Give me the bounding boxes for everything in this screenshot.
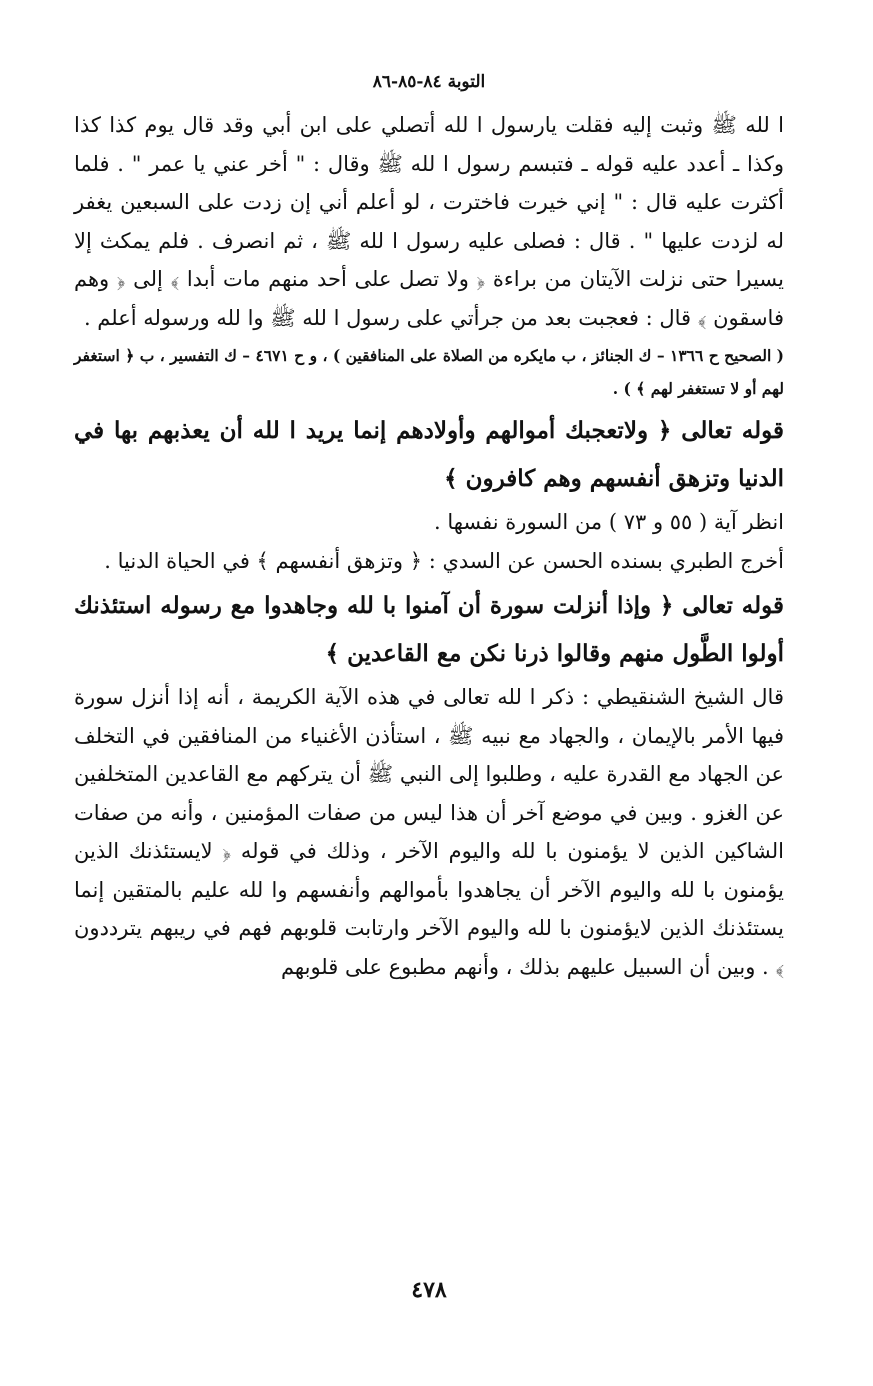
cross-reference-paragraph: انظر آية ( ٥٥ و ٧٣ ) من السورة نفسها . [434, 510, 784, 534]
shanqiti-paragraph: قال الشيخ الشنقيطي : ذكر ا لله تعالى في هذه الآية الكريمة ، أنه إذا أنزل سورة فيها الأمر بالإيمان ، والجهاد مع نبيه ﷺ ، استأذن الأغنياء من المنافقين في التخلف عن الجهاد مع القدرة عليه ، وطلبوا إلى النبي ﷺ أن يتركهم مع القاعدين المتخلفين عن الغزو . وبين في موضع آخر أن هذا ليس من صفات المؤمنين ، وأنه من صفات الشاكين الذين لا يؤمنون با لله واليوم الآخر ، وذلك في قوله ﴿ لايستئذنك الذين يؤمنون با لله واليوم الآخر أن يجاهدوا بأموالهم وأنفسهم وا لله عليم بالمتقين إنما يستئذنك الذين لايؤمنون با لله واليوم الآخر وارتابت قلوبهم فهم في ريبهم يترددون ﴾ . وبين أن السبيل عليهم بذلك ، وأنهم مطبوع على قلوبهم [74, 685, 784, 979]
running-header: التوبة ٨٤-٨٥-٨٦ [372, 72, 486, 92]
verse-heading-2: قوله تعالى ﴿ وإذا أنزلت سورة أن آمنوا با لله وجاهدوا مع رسوله استئذنك أولوا الطَّول منهم وقالوا ذرنا نكن مع القاعدين ﴾ [74, 592, 784, 667]
verse-heading-1: قوله تعالى ﴿ ولاتعجبك أموالهم وأولادهم إنما يريد ا لله أن يعذبهم بها في الدنيا وتزهق أنفسهم وهم كافرون ﴾ [74, 417, 784, 492]
book-page [74, 62, 784, 1352]
hadith-paragraph: ا لله ﷺ وثبت إليه فقلت يارسول ا لله أتصلي على ابن أبي وقد قال يوم كذا كذا وكذا ـ أعدد عليه قوله ـ فتبسم رسول ا لله ﷺ وقال : " أخر عني يا عمر " . فلما أكثرت عليه قال : " إني خيرت فاخترت ، لو أعلم أني إن زدت على السبعين يغفر له لزدت عليها " . قال : فصلى عليه رسول ا لله ﷺ ، ثم انصرف . فلم يمكث إلا يسيرا حتى نزلت الآيتان من براءة ﴿ ولا تصل على أحد منهم مات أبدا ﴾ إلى ﴿ وهم فاسقون ﴾ قال : فعجبت بعد من جرأتي على رسول ا لله ﷺ وا لله ورسوله أعلم . [74, 113, 784, 330]
tabari-paragraph: أخرج الطبري بسنده الحسن عن السدي : ﴿ وتزهق أنفسهم ﴾ في الحياة الدنيا . [104, 548, 784, 573]
source-citation: ( الصحيح ح ١٣٦٦ – ك الجنائز ، ب مايكره من الصلاة على المنافقين ) ، و ح ٤٦٧١ – ك التفسير ، ب ﴿ استغفر لهم أو لا تستغفر لهم ﴾ ) . [74, 346, 785, 398]
page-number: ٤٧٨ [411, 1277, 447, 1303]
